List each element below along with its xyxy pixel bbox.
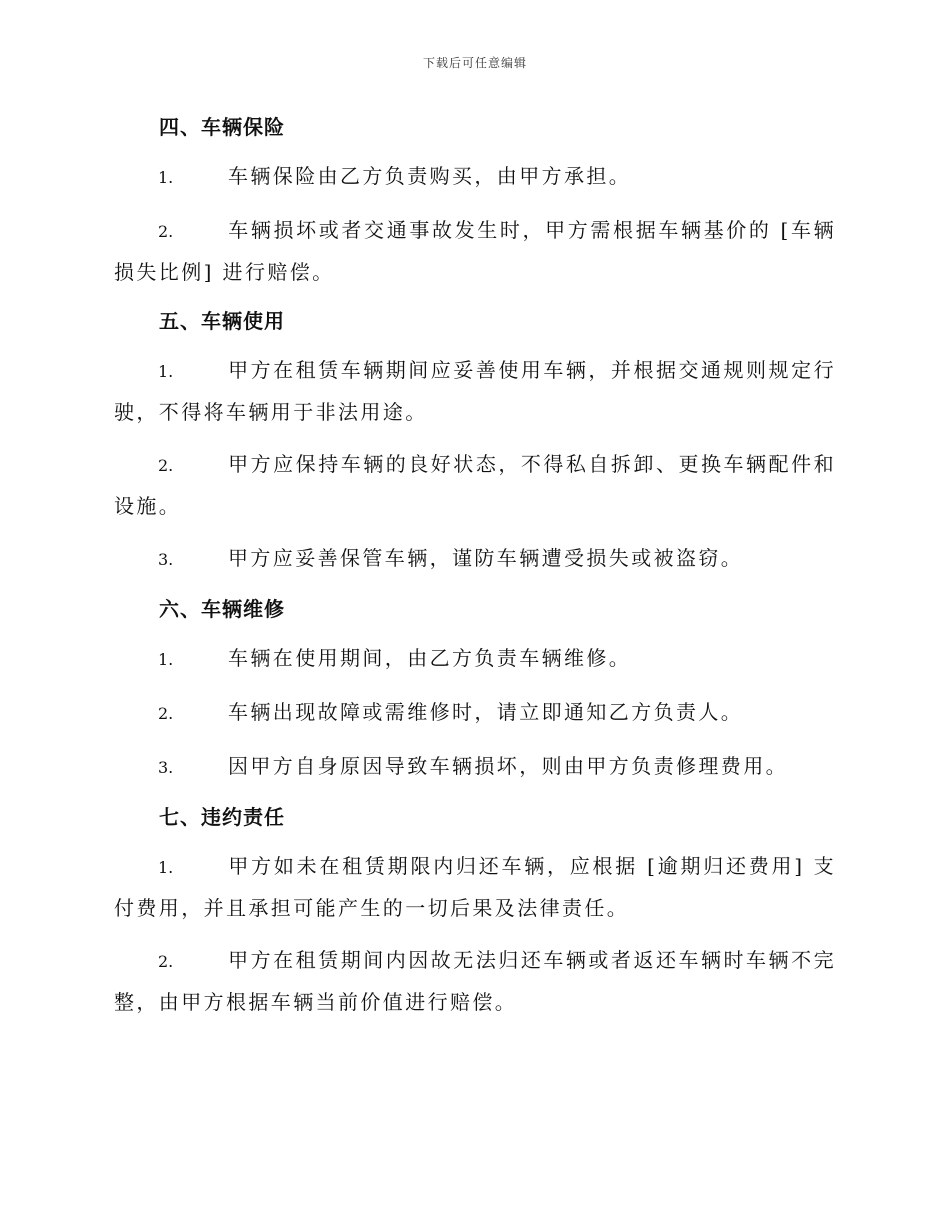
section-heading: 四、车辆保险 — [159, 115, 285, 139]
section-heading: 五、车辆使用 — [159, 309, 285, 333]
clause-item — [114, 444, 836, 526]
clause-text: 车辆损坏或者交通事故发生时，甲方需根据车辆基价的 [车辆损失比例] 进行赔偿。 — [114, 218, 836, 284]
clause-item — [114, 940, 836, 1022]
header-note: 下载后可任意编辑 — [422, 56, 527, 70]
clause-item — [114, 846, 836, 928]
clause-item — [114, 538, 836, 580]
clause-item — [114, 746, 836, 788]
section-insurance — [114, 110, 836, 292]
clause-text: 甲方在租赁期间内因故无法归还车辆或者返还车辆时车辆不完整，由甲方根据车辆当前价值进行赔偿。 — [114, 948, 836, 1014]
clause-item — [114, 350, 836, 432]
section-heading: 七、违约责任 — [159, 805, 285, 829]
clause-number: 2. — [158, 704, 174, 723]
clause-text: 甲方应保持车辆的良好状态，不得私自拆卸、更换车辆配件和设施。 — [114, 452, 836, 518]
clause-text: 车辆在使用期间，由乙方负责车辆维修。 — [228, 646, 632, 670]
clause-number: 3. — [158, 758, 174, 777]
clause-text: 车辆出现故障或需维修时，请立即通知乙方负责人。 — [228, 700, 744, 724]
clause-number: 2. — [158, 456, 174, 475]
clause-number: 2. — [158, 222, 174, 241]
clause-number: 1. — [158, 168, 174, 187]
clause-number: 2. — [158, 952, 174, 971]
clause-number: 3. — [158, 550, 174, 569]
clause-number: 1. — [158, 858, 174, 877]
section-heading: 六、车辆维修 — [159, 597, 285, 621]
clause-text: 甲方如未在租赁期限内归还车辆，应根据 [逾期归还费用] 支付费用，并且承担可能产生的一切后果及法律责任。 — [114, 854, 836, 920]
clause-number: 1. — [158, 362, 174, 381]
clause-number: 1. — [158, 650, 174, 669]
clause-text: 甲方在租赁车辆期间应妥善使用车辆，并根据交通规则规定行驶，不得将车辆用于非法用途。 — [114, 358, 836, 424]
section-usage — [114, 304, 836, 580]
document-body — [114, 110, 836, 1034]
clause-item — [114, 210, 836, 292]
clause-item — [114, 638, 836, 680]
clause-text: 因甲方自身原因导致车辆损坏，则由甲方负责修理费用。 — [228, 754, 788, 778]
clause-item — [114, 156, 836, 198]
clause-item — [114, 692, 836, 734]
section-liability — [114, 800, 836, 1022]
clause-text: 车辆保险由乙方负责购买，由甲方承担。 — [228, 164, 632, 188]
clause-text: 甲方应妥善保管车辆，谨防车辆遭受损失或被盗窃。 — [228, 546, 744, 570]
section-maintenance — [114, 592, 836, 788]
